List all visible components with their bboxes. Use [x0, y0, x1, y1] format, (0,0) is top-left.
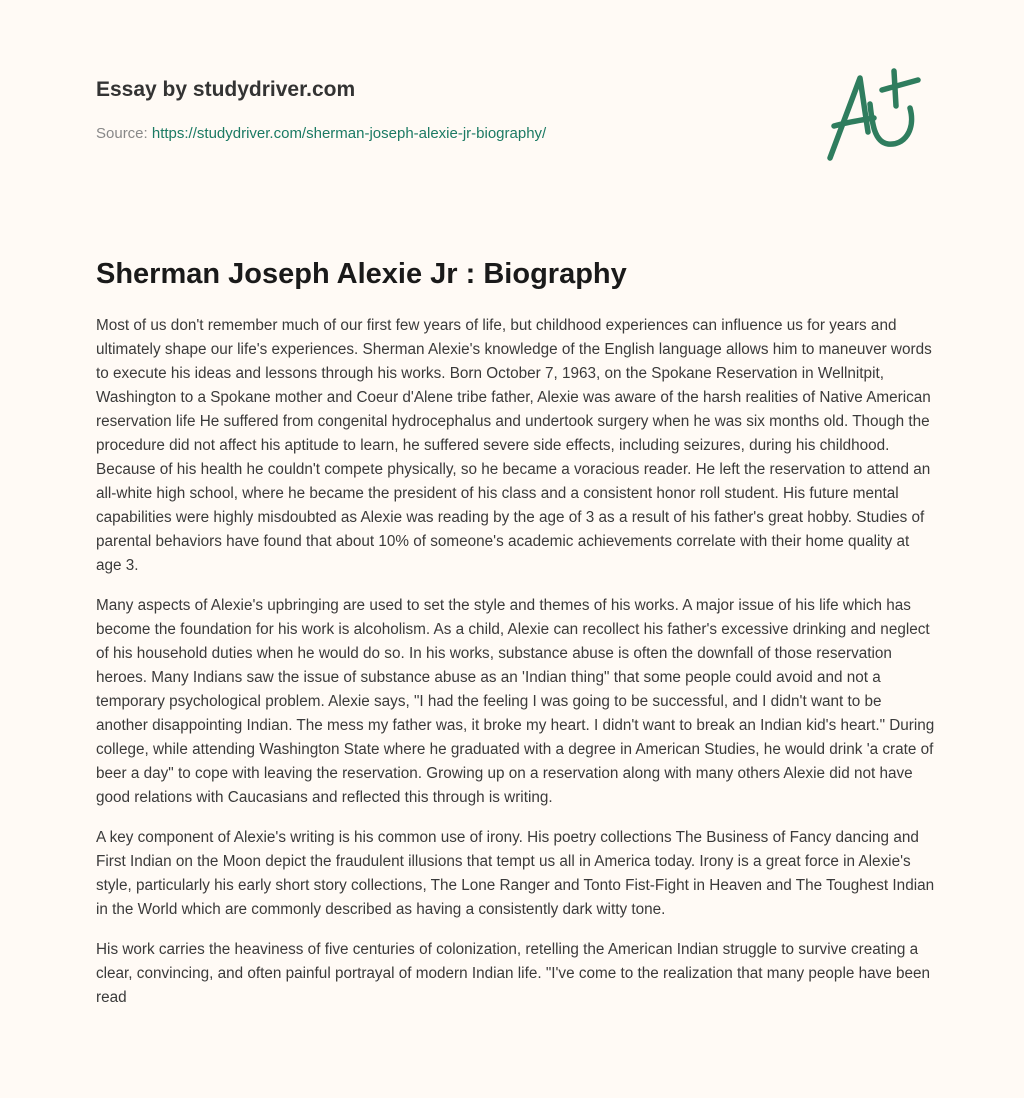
- a-plus-grade-icon: [822, 66, 932, 166]
- paragraph: A key component of Alexie's writing is his common use of irony. His poetry collections The Business of Fancy dancing and First Indian on the Moon depict the fraudulent illusions that tempt us all in America today. Irony is a great force in Alexie's style, particularly his early short story collections, The Lone Ranger and Tonto Fist-Fight in Heaven and The Toughest Indian in the World which are commonly described as having a consistently dark witty tone.: [96, 829, 935, 918]
- article-title: Sherman Joseph Alexie Jr : Biography: [96, 258, 627, 290]
- paragraph: Many aspects of Alexie's upbringing are used to set the style and themes of his works. A major issue of his life which has become the foundation for his work is alcoholism. As a child, Alexie can recollect his father's excessive drinking and neglect of his household duties when he would do so. In his works, substance abuse is often the downfall of those reservation heroes. Many Indians saw the issue of substance abuse as an 'Indian thing" that some people could avoid and not a temporary psychological problem. Alexie says, "I had the feeling I was going to be successful, and I didn't want to be another disappointing Indian. The mess my father was, it broke my heart. I didn't want to break an Indian kid's heart." During college, while attending Washington State where he graduated with a degree in American Studies, he would drink 'a crate of beer a day" to cope with leaving the reservation. Growing up on a reservation along with many others Alexie did not have good relations with Caucasians and reflected this through is writing.: [96, 597, 935, 806]
- paragraph: His work carries the heaviness of five centuries of colonization, retelling the American Indian struggle to survive creating a clear, convincing, and often painful portrayal of modern Indian life. "I've come to the realization that many people have been read: [96, 941, 931, 1006]
- source-line: [96, 124, 928, 144]
- site-brand: Essay by studydriver.com: [96, 78, 356, 101]
- source-label: Source:: [96, 125, 148, 142]
- source-link[interactable]: https://studydriver.com/sherman-joseph-alexie-jr-biography/: [151, 125, 547, 142]
- article-body: [96, 314, 936, 1026]
- page-header: [96, 76, 928, 144]
- paragraph: Most of us don't remember much of our first few years of life, but childhood experiences can influence us for years and ultimately shape our life's experiences. Sherman Alexie's knowledge of the English language allows him to maneuver words to execute his ideas and lessons through his works. Born October 7, 1963, on the Spokane Reservation in Wellnitpit, Washington to a Spokane mother and Coeur d'Alene tribe father, Alexie was aware of the harsh realities of Native American reservation life He suffered from congenital hydrocephalus and undertook surgery when he was six months old. Though the procedure did not affect his aptitude to learn, he suffered severe side effects, including seizures, during his childhood. Because of his health he couldn't compete physically, so he became a voracious reader. He left the reservation to attend an all-white high school, where he became the president of his class and a consistent honor roll student. His future mental capabilities were highly misdoubted as Alexie was reading by the age of 3 as a result of his father's great hobby. Studies of parental behaviors have found that about 10% of someone's academic achievements correlate with their home quality at age 3.: [96, 317, 932, 574]
